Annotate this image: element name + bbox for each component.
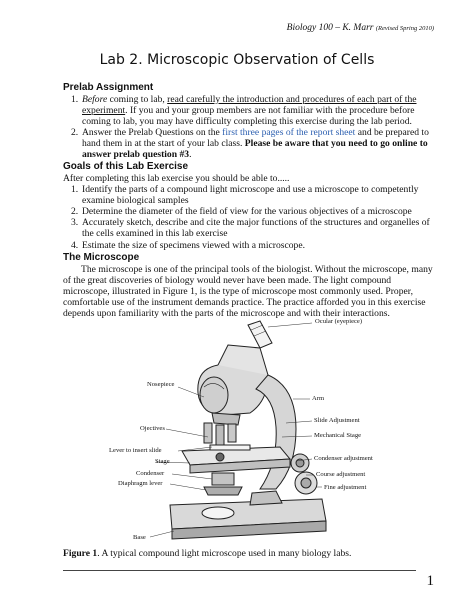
label-base: Base bbox=[133, 534, 146, 541]
header-revised: (Revised Spring 2010) bbox=[375, 25, 434, 32]
prelab-item: 2. Answer the Prelab Questions on the first three pages of the report sheet and be prepared to hand them in at the start of your lab class. Please be aware that you need to go online to answer prelab question #3. bbox=[71, 127, 429, 161]
prelab-list bbox=[63, 94, 433, 161]
label-mechanical-stage: Mechanical Stage bbox=[314, 432, 362, 439]
microscope-heading: The Microscope bbox=[63, 252, 140, 263]
goal-item: 4. Estimate the size of specimens viewed with a microscope. bbox=[71, 239, 305, 251]
label-fine-adjustment: Fine adjustment bbox=[324, 484, 367, 491]
label-ocular: Ocular (eyepiece) bbox=[315, 318, 363, 325]
goal-item: 2. Determine the diameter of the field of view for the various objectives of a microscope bbox=[71, 206, 412, 218]
caption-label: Figure 1 bbox=[63, 548, 98, 559]
label-stage: Stage bbox=[155, 458, 170, 465]
label-nosepiece: Nosepiece bbox=[147, 381, 175, 388]
report-sheet-link[interactable]: first three pages of the report sheet bbox=[222, 127, 356, 139]
page-title: Lab 2. Microscopic Observation of Cells bbox=[99, 52, 375, 68]
underlined-instruction: read carefully the introduction and procedures of each part of the experiment bbox=[82, 94, 417, 117]
goal-item: 1. Identify the parts of a compound light microscope and use a microscope to competently examine biological samples bbox=[71, 184, 419, 207]
prelab-item: 1. Before coming to lab, read carefully the introduction and procedures of each part of the experiment. If you and your group members are not familiar with the procedure before coming to lab, you may have difficulty completing this exercise during the lab period. bbox=[71, 94, 417, 128]
label-condenser-adjustment: Condenser adjustment bbox=[314, 455, 373, 462]
prelab-before: Before bbox=[82, 94, 108, 105]
page-number: 1 bbox=[426, 573, 434, 589]
goals-section bbox=[63, 173, 433, 251]
label-condenser: Condenser bbox=[136, 470, 165, 477]
label-arm: Arm bbox=[312, 395, 325, 402]
label-slide-adjustment: Slide Adjustment bbox=[314, 417, 360, 424]
online-notice: Please be aware that you need to go online to answer prelab question #3 bbox=[82, 138, 428, 161]
goals-intro: After completing this lab exercise you should be able to..... bbox=[63, 173, 290, 184]
goals-heading: Goals of this Lab Exercise bbox=[63, 161, 189, 172]
header-course: Biology 100 – K. Marr bbox=[286, 23, 374, 33]
prelab-heading: Prelab Assignment bbox=[63, 82, 154, 93]
caption-text: . A typical compound light microscope used in many biology labs. bbox=[97, 548, 352, 559]
label-diaphragm: Diaphragm lever bbox=[118, 480, 163, 487]
label-objectives: Ojectives bbox=[140, 425, 165, 432]
microscope-paragraph: The microscope is one of the principal tools of the biologist. Without the microscope, many of the great discoveries of biology would never have been made. The light compound microscope, illustrated in Figure 1, is the type of microscope most commonly used. Proper, comfortable use of the instrument demands practice. The practice afforded you in this exercise depends upon familiarity with the parts of the microscope and with their interactions. bbox=[63, 264, 433, 320]
figure-caption bbox=[63, 548, 351, 559]
running-header bbox=[287, 23, 434, 33]
label-course-adjustment: Course adjustment bbox=[316, 471, 366, 478]
footer-divider bbox=[63, 570, 416, 571]
goal-item: 3. Accurately sketch, describe and cite the major functions of the structures and organelles of the cells examined in this lab exercise bbox=[71, 217, 430, 240]
label-lever: Lever to insert slide bbox=[109, 447, 162, 454]
